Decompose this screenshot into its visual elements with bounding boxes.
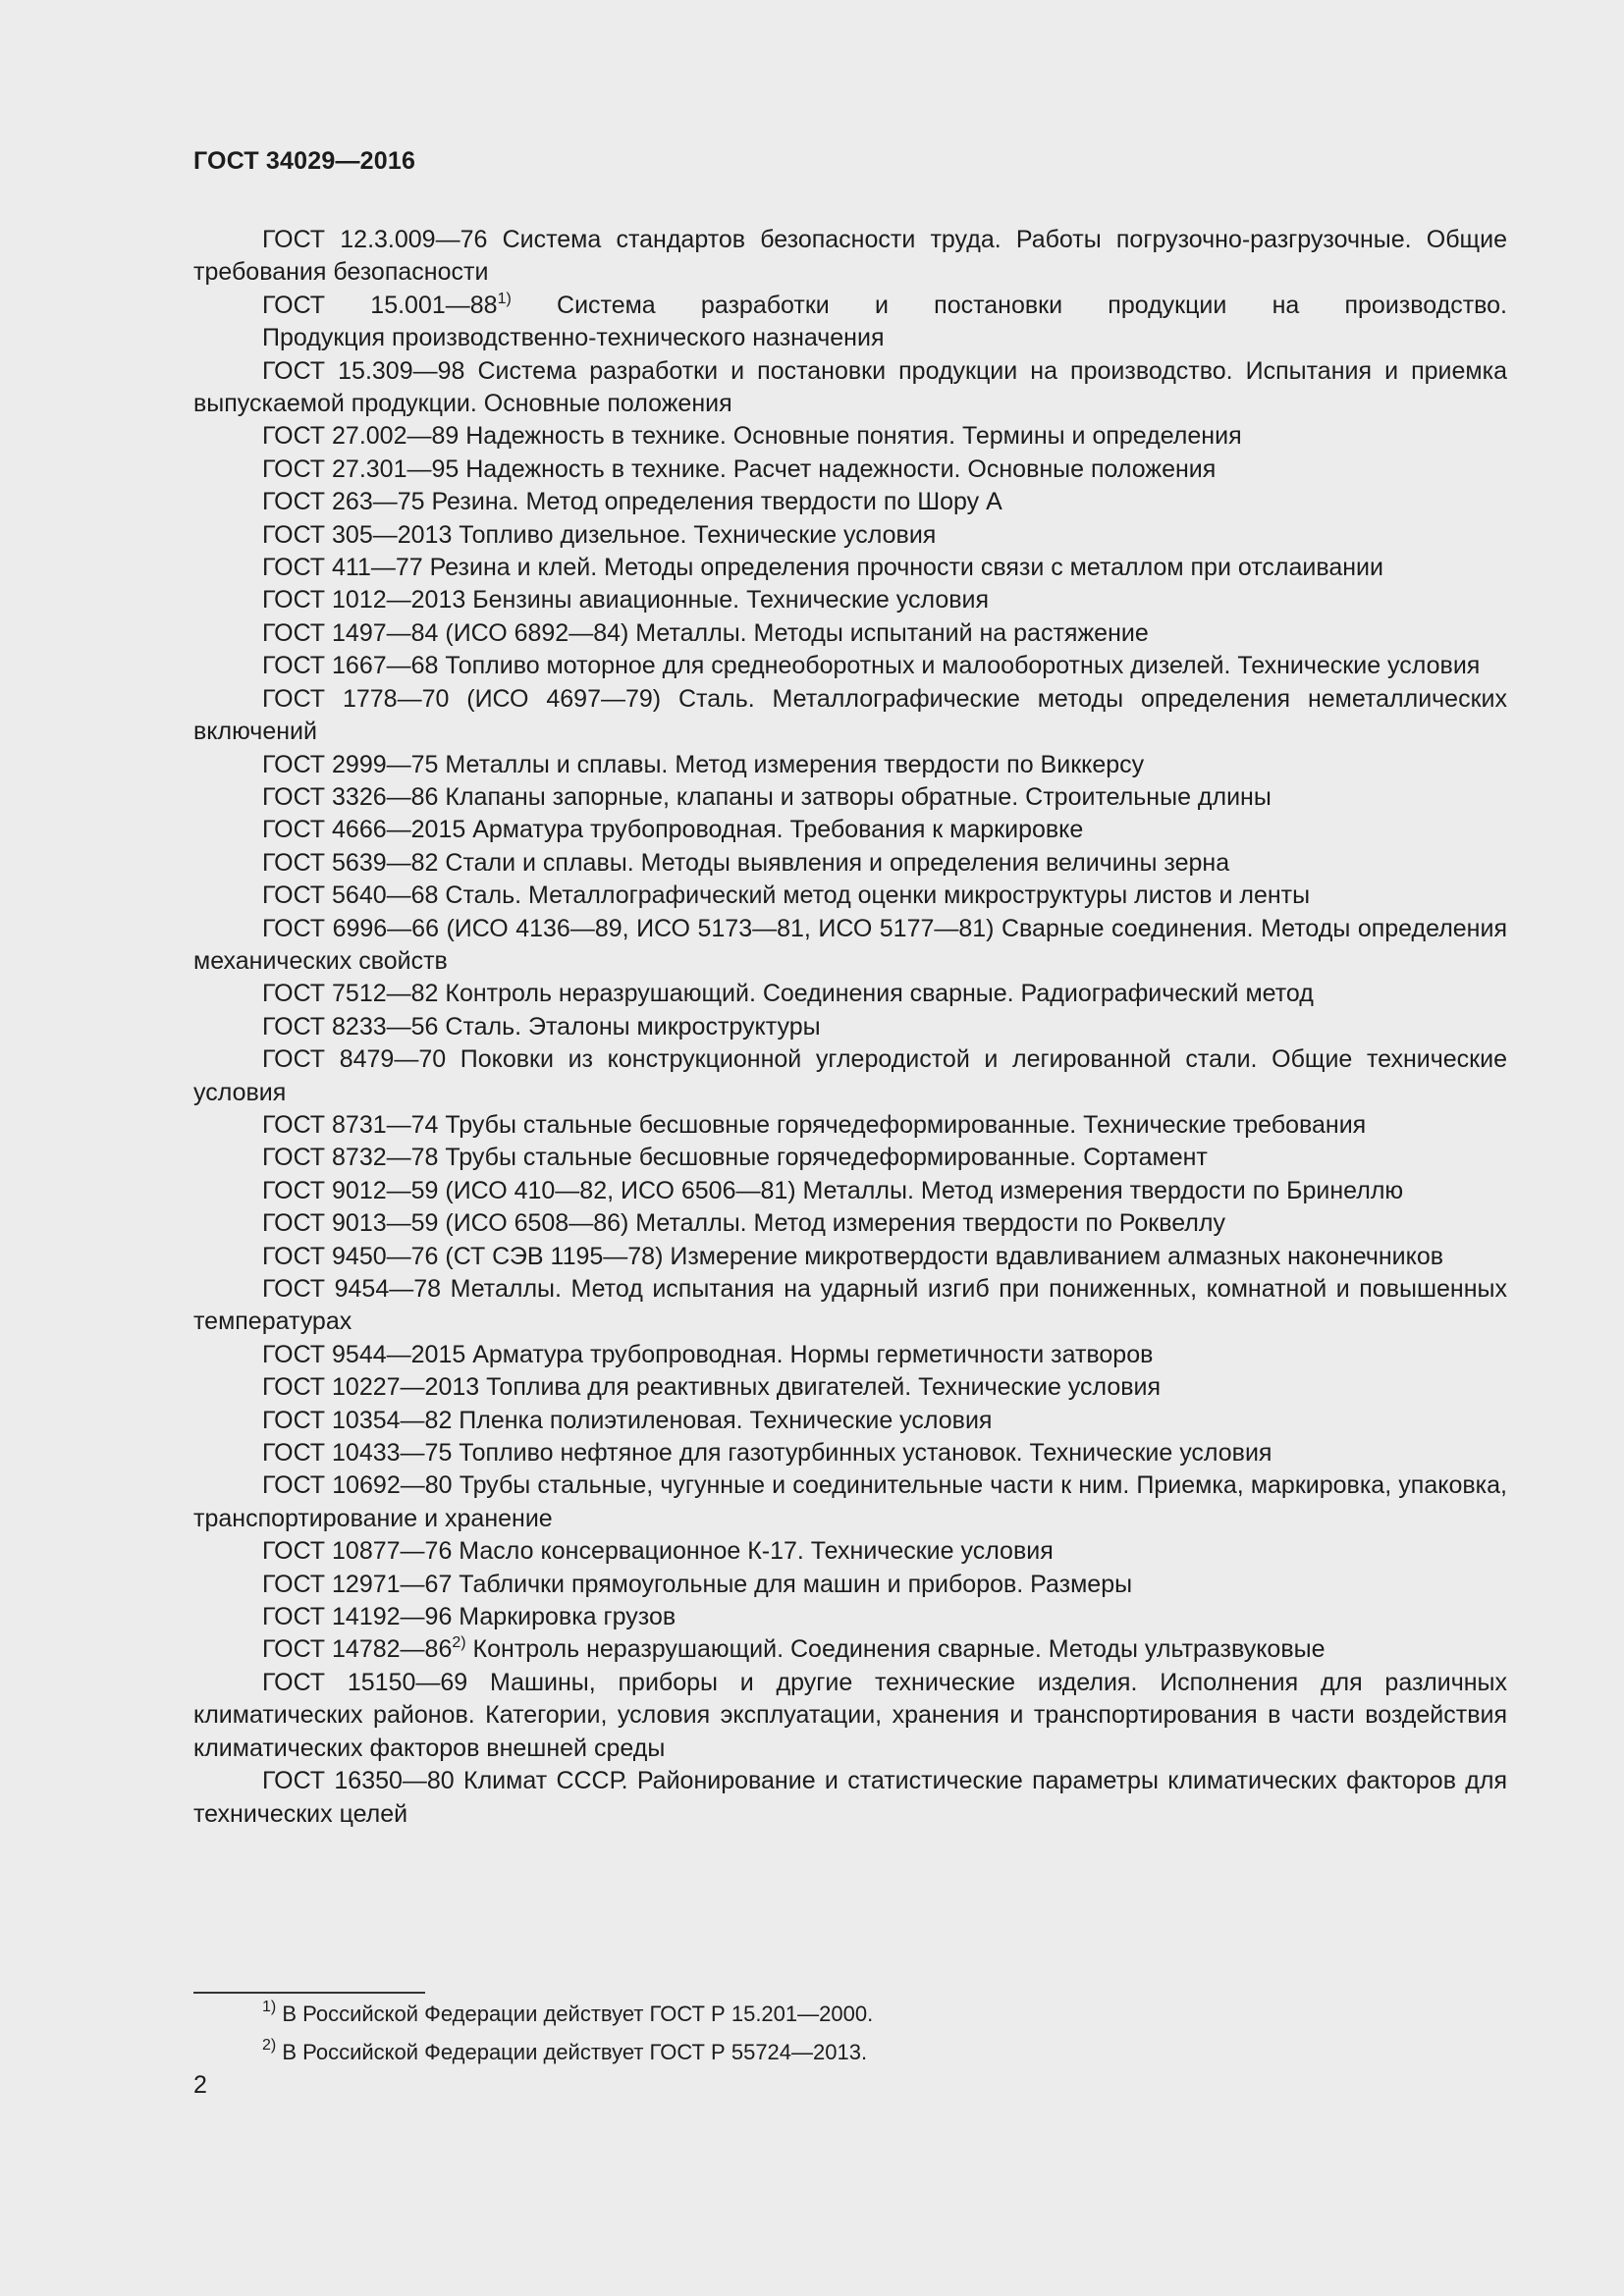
reference-item: ГОСТ 9012—59 (ИСО 410—82, ИСО 6506—81) Металлы. Метод измерения твердости по Бринеллю bbox=[262, 1176, 1404, 1204]
reference-item: ГОСТ 10692—80 Трубы стальные, чугунные и соединительные части к ним. Приемка, маркировка, упаковка, транспортирование и хранение bbox=[193, 1471, 1507, 1532]
footnote-divider bbox=[193, 1992, 425, 1994]
reference-item: ГОСТ 3326—86 Клапаны запорные, клапаны и затворы обратные. Строительные длины bbox=[262, 782, 1272, 811]
reference-item: ГОСТ 9544—2015 Арматура трубопроводная. Нормы герметичности затворов bbox=[262, 1340, 1154, 1368]
reference-item: ГОСТ 1778—70 (ИСО 4697—79) Сталь. Металлографические методы определения неметаллических включений bbox=[193, 684, 1507, 746]
reference-title: Контроль неразрушающий. Соединения сварные. Методы ультразвуковые bbox=[465, 1635, 1326, 1664]
footnote-mark: 1) bbox=[262, 1999, 277, 2015]
reference-item: ГОСТ 5640—68 Сталь. Металлографический метод оценки микроструктуры листов и ленты bbox=[262, 881, 1311, 910]
page-number: 2 bbox=[193, 2071, 207, 2099]
reference-item: ГОСТ 15.309—98 Система разработки и постановки продукции на производство. Испытания и приемка выпускаемой продукции. Основные положения bbox=[193, 356, 1507, 418]
reference-item: ГОСТ 10877—76 Масло консервационное К-17. Технические условия bbox=[262, 1537, 1054, 1566]
reference-item: ГОСТ 6996—66 (ИСО 4136—89, ИСО 5173—81, ИСО 5177—81) Сварные соединения. Методы определения механических свойств bbox=[193, 914, 1507, 975]
reference-item: ГОСТ 4666—2015 Арматура трубопроводная. Требования к маркировке bbox=[262, 816, 1084, 844]
reference-item: ГОСТ 12.3.009—76 Система стандартов безопасности труда. Работы погрузочно-разгрузочные. Общие требования безопасности bbox=[193, 226, 1507, 287]
document-header: ГОСТ 34029—2016 bbox=[193, 147, 416, 175]
footnotes bbox=[262, 1995, 873, 2071]
reference-item: ГОСТ 16350—80 Климат СССР. Районирование и статистические параметры климатических факторов для технических целей bbox=[193, 1767, 1507, 1828]
reference-item: ГОСТ 10354—82 Пленка полиэтиленовая. Технические условия bbox=[262, 1406, 993, 1434]
reference-item: ГОСТ 27.301—95 Надежность в технике. Расчет надежности. Основные положения bbox=[262, 454, 1217, 483]
reference-item: ГОСТ 8479—70 Поковки из конструкционной углеродистой и легированной стали. Общие технические условия bbox=[193, 1045, 1507, 1106]
footnote-item bbox=[262, 1995, 873, 2033]
reference-item: ГОСТ 8732—78 Трубы стальные бесшовные горячедеформированные. Сортамент bbox=[262, 1144, 1208, 1172]
reference-item: ГОСТ 10433—75 Топливо нефтяное для газотурбинных установок. Технические условия bbox=[262, 1439, 1272, 1468]
reference-item: ГОСТ 2999—75 Металлы и сплавы. Метод измерения твердости по Виккерсу bbox=[262, 750, 1145, 778]
footnote-mark: 2) bbox=[262, 2037, 277, 2054]
references-list bbox=[193, 224, 1507, 1831]
reference-item: ГОСТ 263—75 Резина. Метод определения твердости по Шору А bbox=[262, 488, 1002, 516]
reference-item: ГОСТ 9454—78 Металлы. Метод испытания на ударный изгиб при пониженных, комнатной и повышенных температурах bbox=[193, 1275, 1507, 1336]
reference-item: ГОСТ 1497—84 (ИСО 6892—84) Металлы. Методы испытаний на растяжение bbox=[262, 618, 1149, 647]
reference-item: ГОСТ 9013—59 (ИСО 6508—86) Металлы. Метод измерения твердости по Роквеллу bbox=[262, 1209, 1225, 1238]
reference-title: Система разработки и постановки продукции на производство. bbox=[511, 291, 1508, 319]
reference-item: ГОСТ 411—77 Резина и клей. Методы определения прочности связи с металлом при отслаивании bbox=[262, 554, 1383, 582]
footnote-mark: 2) bbox=[452, 1634, 466, 1652]
reference-item: ГОСТ 8233—56 Сталь. Эталоны микроструктуры bbox=[262, 1012, 821, 1041]
reference-item: ГОСТ 8731—74 Трубы стальные бесшовные горячедеформированные. Технические требования bbox=[262, 1110, 1367, 1139]
reference-item: ГОСТ 27.002—89 Надежность в технике. Основные понятия. Термины и определения bbox=[262, 422, 1242, 451]
reference-item: ГОСТ 12971—67 Таблички прямоугольные для машин и приборов. Размеры bbox=[262, 1570, 1133, 1598]
reference-code: ГОСТ 15.001—88 bbox=[262, 291, 498, 319]
reference-item bbox=[193, 1633, 1507, 1666]
reference-item: ГОСТ 305—2013 Топливо дизельное. Технические условия bbox=[262, 520, 937, 549]
reference-item: ГОСТ 7512—82 Контроль неразрушающий. Соединения сварные. Радиографический метод bbox=[262, 980, 1314, 1008]
reference-item: ГОСТ 15150—69 Машины, приборы и другие технические изделия. Исполнения для различных климатических районов. Категории, условия эксплуатации, хранения и транспортирования в части воздействия климатических факторов внешней среды bbox=[193, 1668, 1507, 1762]
footnote-text: В Российской Федерации действует ГОСТ Р 55724—2013. bbox=[276, 2040, 868, 2064]
footnote-text: В Российской Федерации действует ГОСТ Р 15.201—2000. bbox=[276, 2002, 874, 2026]
reference-item: ГОСТ 1667—68 Топливо моторное для среднеоборотных и малооборотных дизелей. Технические условия bbox=[262, 652, 1481, 680]
reference-item bbox=[193, 290, 1507, 322]
reference-item: ГОСТ 9450—76 (СТ СЭВ 1195—78) Измерение микротвердости вдавливанием алмазных наконечников bbox=[262, 1242, 1444, 1270]
reference-item: ГОСТ 1012—2013 Бензины авиационные. Технические условия bbox=[262, 586, 990, 614]
reference-item: ГОСТ 5639—82 Стали и сплавы. Методы выявления и определения величины зерна bbox=[262, 848, 1230, 877]
reference-continuation: Продукция производственно-технического назначения bbox=[262, 324, 885, 352]
footnote-mark: 1) bbox=[497, 290, 512, 307]
reference-code: ГОСТ 14782—86 bbox=[262, 1635, 453, 1664]
reference-item: ГОСТ 10227—2013 Топлива для реактивных двигателей. Технические условия bbox=[262, 1373, 1162, 1402]
footnote-item bbox=[262, 2033, 873, 2071]
reference-item: ГОСТ 14192—96 Маркировка грузов bbox=[262, 1603, 677, 1631]
